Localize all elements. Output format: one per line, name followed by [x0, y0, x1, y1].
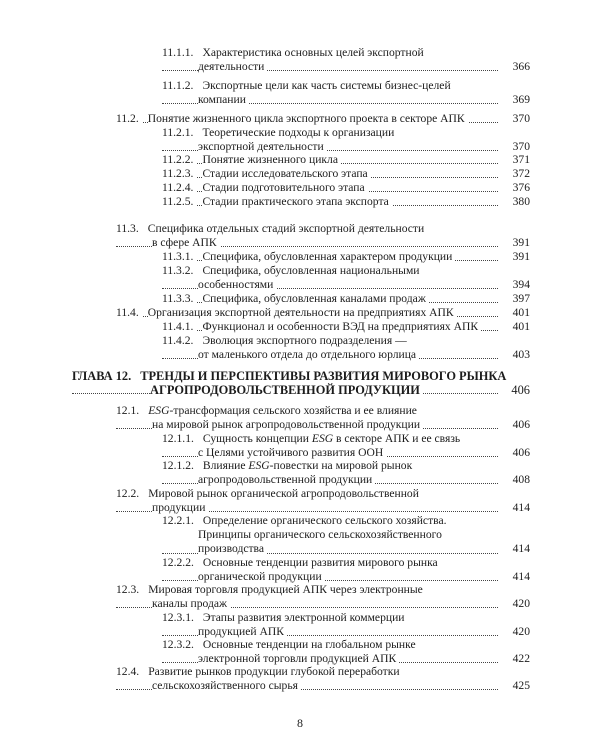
- toc-line: [116, 112, 530, 126]
- toc-chapter-heading[interactable]: [72, 369, 530, 397]
- toc-entry[interactable]: [162, 320, 530, 334]
- toc-line: [162, 167, 530, 181]
- toc-entry[interactable]: [162, 46, 530, 74]
- toc-number: 12.4.: [116, 665, 142, 678]
- toc-number: 11.2.5.: [162, 195, 196, 208]
- toc-number: 11.4.2.: [162, 334, 196, 347]
- toc-number: 11.1.2.: [162, 79, 196, 92]
- toc-line: [162, 195, 530, 209]
- toc-line: [162, 278, 530, 292]
- toc-title: Развитие рынков продукции глубокой переработки: [148, 665, 402, 678]
- toc-number: 11.2.2.: [162, 153, 196, 166]
- toc-line: [162, 556, 530, 570]
- toc-title-continued: продукции: [152, 501, 208, 514]
- toc-line: [116, 236, 530, 250]
- toc-line: [162, 264, 530, 278]
- toc-entry[interactable]: [116, 583, 530, 611]
- toc-title-continued: производства: [198, 542, 267, 555]
- toc-title-continued: особенностями: [198, 278, 276, 291]
- toc-title: Организация экспортной деятельности на предприятиях АПК: [148, 306, 457, 319]
- toc-page: 391: [498, 250, 530, 264]
- toc-number: 11.2.3.: [162, 167, 196, 180]
- toc-entry[interactable]: [116, 404, 530, 432]
- toc-page: 420: [498, 597, 530, 611]
- toc-line: [162, 334, 530, 348]
- toc-title-continued: сельскохозяйственного сырья: [152, 679, 301, 692]
- toc-title-continued: продукцией АПК: [198, 625, 287, 638]
- toc-title: Теоретические подходы к организации: [202, 126, 397, 139]
- toc-line: [162, 514, 530, 528]
- toc-number: 11.4.1.: [162, 320, 196, 333]
- toc-title: Основные тенденции на глобальном рынке: [203, 638, 419, 651]
- toc-entry[interactable]: [162, 556, 530, 584]
- toc-title-continued: компании: [198, 93, 249, 106]
- toc-entry[interactable]: [162, 264, 530, 292]
- toc-title: Специфика, обусловленная характером продукции: [202, 250, 455, 263]
- toc-title: ESG-трансформация сельского хозяйства и ее влияние: [148, 404, 420, 417]
- toc-line: [162, 542, 530, 556]
- toc-line: [116, 306, 530, 320]
- toc-line: [116, 597, 530, 611]
- toc-number: 11.3.2.: [162, 264, 196, 277]
- toc-page: 425: [498, 679, 530, 693]
- toc-number: ГЛАВА 12.: [72, 369, 134, 383]
- toc-line: [162, 528, 530, 542]
- toc-title-continued: агропродовольственной продукции: [198, 473, 375, 486]
- toc-entry[interactable]: [162, 126, 530, 154]
- toc-number: 12.2.: [116, 487, 142, 500]
- toc-entry[interactable]: [162, 167, 530, 181]
- toc-page: 414: [498, 501, 530, 515]
- toc-line: [162, 126, 530, 140]
- toc-entry[interactable]: [116, 306, 530, 320]
- toc-title: Специфика отдельных стадий экспортной деятельности: [148, 222, 427, 235]
- toc-line: [116, 665, 530, 679]
- toc-page: 406: [498, 446, 530, 460]
- toc-entry[interactable]: [116, 487, 530, 515]
- toc-title: Функционал и особенности ВЭД на предприятиях АПК: [202, 320, 481, 333]
- toc-line: [162, 250, 530, 264]
- toc-line: [162, 348, 530, 362]
- toc-entry[interactable]: [162, 153, 530, 167]
- toc-title-continued: АГРОПРОДОВОЛЬСТВЕННОЙ ПРОДУКЦИИ: [150, 383, 423, 397]
- toc-number: 12.3.: [116, 583, 142, 596]
- toc-line: [72, 369, 530, 383]
- toc-title-continued: с Целями устойчивого развития ООН: [198, 446, 386, 459]
- toc-entry[interactable]: [162, 432, 530, 460]
- toc-number: 11.3.1.: [162, 250, 196, 263]
- toc-page: 414: [498, 542, 530, 556]
- toc-title: Стадии практического этапа экспорта: [202, 195, 391, 208]
- toc-number: 11.1.1.: [162, 46, 196, 59]
- toc-number: 12.2.2.: [162, 556, 197, 569]
- toc-number: 12.1.: [116, 404, 142, 417]
- toc-page: 406: [498, 383, 530, 397]
- toc-number: 12.1.1.: [162, 432, 197, 445]
- toc-number: 12.3.2.: [162, 638, 197, 651]
- toc-line: [162, 432, 530, 446]
- toc-line: [116, 418, 530, 432]
- toc-line: [116, 679, 530, 693]
- toc-title: Мировая торговля продукцией АПК через электронные: [148, 583, 426, 596]
- toc-title: Эволюция экспортного подразделения —: [202, 334, 409, 347]
- toc-number: 11.3.: [116, 222, 142, 235]
- toc-entry[interactable]: [162, 334, 530, 362]
- toc-title: Понятие жизненного цикла: [202, 153, 341, 166]
- toc-entry[interactable]: [162, 181, 530, 195]
- toc-page: 408: [498, 473, 530, 487]
- toc-line: [162, 638, 530, 652]
- toc-title-continued: деятельности: [198, 60, 267, 73]
- toc-line: [116, 404, 530, 418]
- toc-line: [162, 459, 530, 473]
- toc-title: Характеристика основных целей экспортной: [202, 46, 426, 59]
- page-number: 8: [297, 716, 303, 730]
- toc-title: Сущность концепции ESG в секторе АПК и ее связь: [203, 432, 463, 445]
- toc-title-continued: в сфере АПК: [152, 236, 220, 249]
- toc-entry[interactable]: [116, 112, 530, 126]
- toc-title-continued: Принципы органического сельскохозяйственного: [198, 528, 445, 541]
- toc-line: [162, 473, 530, 487]
- toc-page: 372: [498, 167, 530, 181]
- toc-title: Этапы развития электронной коммерции: [203, 611, 408, 624]
- toc-page: 394: [498, 278, 530, 292]
- toc-page: 376: [498, 181, 530, 195]
- toc-line: [116, 487, 530, 501]
- toc-entry[interactable]: [162, 79, 530, 107]
- toc-page: 406: [498, 418, 530, 432]
- toc-title-continued: каналы продаж: [152, 597, 230, 610]
- toc-entry[interactable]: [162, 250, 530, 264]
- toc-page: 371: [498, 153, 530, 167]
- toc-page: 380: [498, 195, 530, 209]
- toc-line: [116, 583, 530, 597]
- toc-entry[interactable]: [162, 292, 530, 306]
- toc-title: Влияние ESG-повестки на мировой рынок: [203, 459, 415, 472]
- toc-page: 391: [498, 236, 530, 250]
- toc-entry[interactable]: [162, 611, 530, 639]
- toc-line: [162, 181, 530, 195]
- toc-title: Понятие жизненного цикла экспортного проекта в секторе АПК: [148, 112, 468, 125]
- toc-entry[interactable]: [162, 459, 530, 487]
- toc-line: [162, 79, 530, 93]
- toc-entry[interactable]: [162, 514, 530, 557]
- toc-number: 12.1.2.: [162, 459, 197, 472]
- toc-page: 397: [498, 292, 530, 306]
- toc-number: 12.3.1.: [162, 611, 197, 624]
- toc-number: 11.2.: [116, 112, 142, 125]
- toc-number: 11.2.1.: [162, 126, 196, 139]
- toc-page: 369: [498, 93, 530, 107]
- toc-title: Специфика, обусловленная национальными: [202, 264, 422, 277]
- toc-page: 370: [498, 112, 530, 126]
- toc-page: 401: [498, 320, 530, 334]
- toc-page: 366: [498, 60, 530, 74]
- toc-title: Экспортные цели как часть системы бизнес-целей: [202, 79, 453, 92]
- toc-title: Стадии подготовительного этапа: [202, 181, 367, 194]
- toc-page: 403: [498, 348, 530, 362]
- toc-line: [162, 60, 530, 74]
- toc-title: Стадии исследовательского этапа: [202, 167, 370, 180]
- toc-page: 401: [498, 306, 530, 320]
- toc-line: [116, 222, 530, 236]
- toc-number: 11.2.4.: [162, 181, 196, 194]
- toc-line: [72, 383, 530, 397]
- toc-line: [162, 46, 530, 60]
- toc-title: Определение органического сельского хозяйства.: [203, 514, 450, 527]
- toc-number: 11.4.: [116, 306, 142, 319]
- toc-title: ТРЕНДЫ И ПЕРСПЕКТИВЫ РАЗВИТИЯ МИРОВОГО РЫНКА: [140, 369, 509, 383]
- toc-line: [162, 93, 530, 107]
- toc-title-continued: органической продукции: [198, 570, 325, 583]
- toc-title-continued: от маленького отдела до отдельного юрлица: [198, 348, 419, 361]
- toc-title-continued: экспортной деятельности: [198, 140, 327, 153]
- toc-page: 422: [498, 652, 530, 666]
- toc-page: 420: [498, 625, 530, 639]
- toc-number: 11.3.3.: [162, 292, 196, 305]
- toc-number: 12.2.1.: [162, 514, 197, 527]
- toc-entry[interactable]: [116, 222, 530, 250]
- toc-title-continued: электронной торговли продукцией АПК: [198, 652, 399, 665]
- toc-entry[interactable]: [162, 638, 530, 666]
- toc-entry[interactable]: [116, 665, 530, 693]
- toc-line: [162, 292, 530, 306]
- toc-page: 414: [498, 570, 530, 584]
- toc-title: Мировой рынок органической агропродовольственной: [148, 487, 422, 500]
- toc-page: 370: [498, 140, 530, 154]
- toc-title: Основные тенденции развития мирового рынка: [203, 556, 441, 569]
- toc-line: [162, 153, 530, 167]
- toc-line: [162, 320, 530, 334]
- toc-entry[interactable]: [162, 195, 530, 209]
- toc-title-continued: на мировой рынок агропродовольственной продукции: [152, 418, 423, 431]
- toc-title: Специфика, обусловленная каналами продаж: [202, 292, 428, 305]
- toc-line: [162, 611, 530, 625]
